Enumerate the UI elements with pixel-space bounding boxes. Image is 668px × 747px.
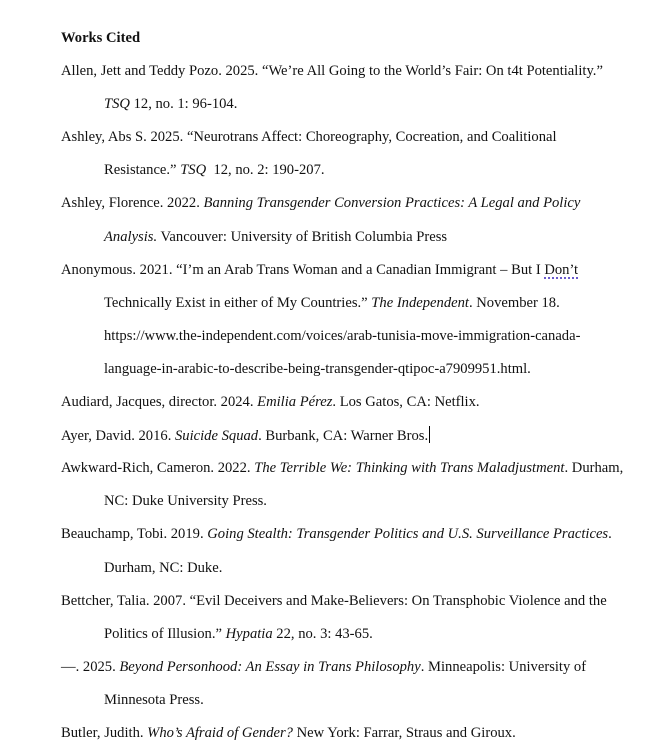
citation-continuation-line <box>104 625 373 643</box>
citation-first-line <box>61 62 603 80</box>
citation-text: Awkward-Rich, Cameron. 2022. <box>61 460 255 476</box>
citation-text: NC: Duke University Press. <box>104 493 267 509</box>
citation-text: New York: Farrar, Straus and Giroux. <box>292 725 516 741</box>
citation-text: Allen, Jett and Teddy Pozo. 2025. “We’re All Going to the World’s Fair: On t4t Potentiality.” <box>61 63 603 79</box>
citation-text: . Durham, <box>564 460 624 476</box>
citation-first-line <box>61 194 580 212</box>
citation-first-line <box>61 658 586 676</box>
citation-text: Beauchamp, Tobi. 2019. <box>61 526 208 542</box>
citation-continuation-line <box>104 95 237 113</box>
italic-title-text: Banning Transgender Conversion Practices: A Legal and Policy <box>203 195 581 211</box>
italic-title-text: Hypatia <box>225 626 273 642</box>
citation-text: Technically Exist in either of My Countries.” <box>104 295 372 311</box>
citation-first-line <box>61 592 607 610</box>
citation-text: Audiard, Jacques, director. 2024. <box>61 394 258 410</box>
citation-text: 22, no. 3: 43-65. <box>272 626 373 642</box>
citation-text: —. 2025. <box>61 659 120 675</box>
italic-title-text: Suicide Squad <box>175 428 259 444</box>
citation-first-line <box>61 128 557 146</box>
citation-text: 12, no. 2: 190-207. <box>206 162 325 178</box>
citation-text: . November 18. <box>468 295 560 311</box>
citation-text: Durham, NC: Duke. <box>104 560 223 576</box>
citation-text: language-in-arabic-to-describe-being-transgender-qtipoc-a7909951.html. <box>104 361 531 377</box>
italic-title-text: TSQ <box>104 96 130 112</box>
citation-continuation-line <box>104 559 222 577</box>
citation-text: . Minneapolis: University of <box>420 659 587 675</box>
citation-first-line <box>61 525 612 543</box>
citation-text: Politics of Illusion.” <box>104 626 226 642</box>
citation-text: Anonymous. 2021. “I’m an Arab Trans Woman and a Canadian Immigrant – But I <box>61 262 545 278</box>
italic-title-text: TSQ <box>180 162 207 178</box>
italic-title-text: Emilia Pérez <box>257 394 333 410</box>
italic-title-text: Going Stealth: Transgender Politics and U.S. Surveillance Practices <box>207 526 609 542</box>
citation-text: Vancouver: University of British Columbia Press <box>157 229 448 245</box>
citation-text: Bettcher, Talia. 2007. “Evil Deceivers and Make-Believers: On Transphobic Violence and the <box>61 593 607 609</box>
citation-continuation-line <box>104 294 560 312</box>
citation-text: 12, no. 1: 96-104. <box>129 96 238 112</box>
citation-text: Minnesota Press. <box>104 692 204 708</box>
italic-title-text: Who’s Afraid of Gender? <box>147 725 293 741</box>
citation-continuation-line <box>104 161 325 179</box>
citation-first-line <box>61 261 578 279</box>
citation-continuation-line <box>104 327 580 345</box>
citation-text: . Burbank, CA: Warner Bros. <box>258 428 429 444</box>
citation-first-line <box>61 426 430 445</box>
citation-continuation-line <box>104 492 267 510</box>
citation-continuation-line <box>104 360 531 378</box>
citation-continuation-line <box>104 691 204 709</box>
italic-title-text: The Terrible We: Thinking with Trans Maladjustment <box>254 460 565 476</box>
italic-title-text: Analysis. <box>104 229 158 245</box>
page-title: Works Cited <box>61 30 141 46</box>
spellcheck-flagged-word[interactable]: Don’t <box>544 262 579 278</box>
italic-title-text: Beyond Personhood: An Essay in Trans Philosophy <box>119 659 421 675</box>
citation-text: Ashley, Abs S. 2025. “Neurotrans Affect: Choreography, Cocreation, and Coalitional <box>61 129 557 145</box>
citation-first-line <box>61 459 623 477</box>
citation-text: . Los Gatos, CA: Netflix. <box>332 394 480 410</box>
citation-text: https://www.the-independent.com/voices/arab-tunisia-move-immigration-canada- <box>104 328 581 344</box>
citation-first-line <box>61 724 516 742</box>
citation-text: . <box>608 526 612 542</box>
citation-text: Resistance.” <box>104 162 181 178</box>
citation-text: Ayer, David. 2016. <box>61 428 175 444</box>
citation-text: Ashley, Florence. 2022. <box>61 195 204 211</box>
italic-title-text: The Independent <box>371 295 469 311</box>
text-cursor <box>429 426 430 443</box>
citation-first-line <box>61 393 480 411</box>
citation-continuation-line <box>104 228 447 246</box>
citation-text: Butler, Judith. <box>61 725 148 741</box>
